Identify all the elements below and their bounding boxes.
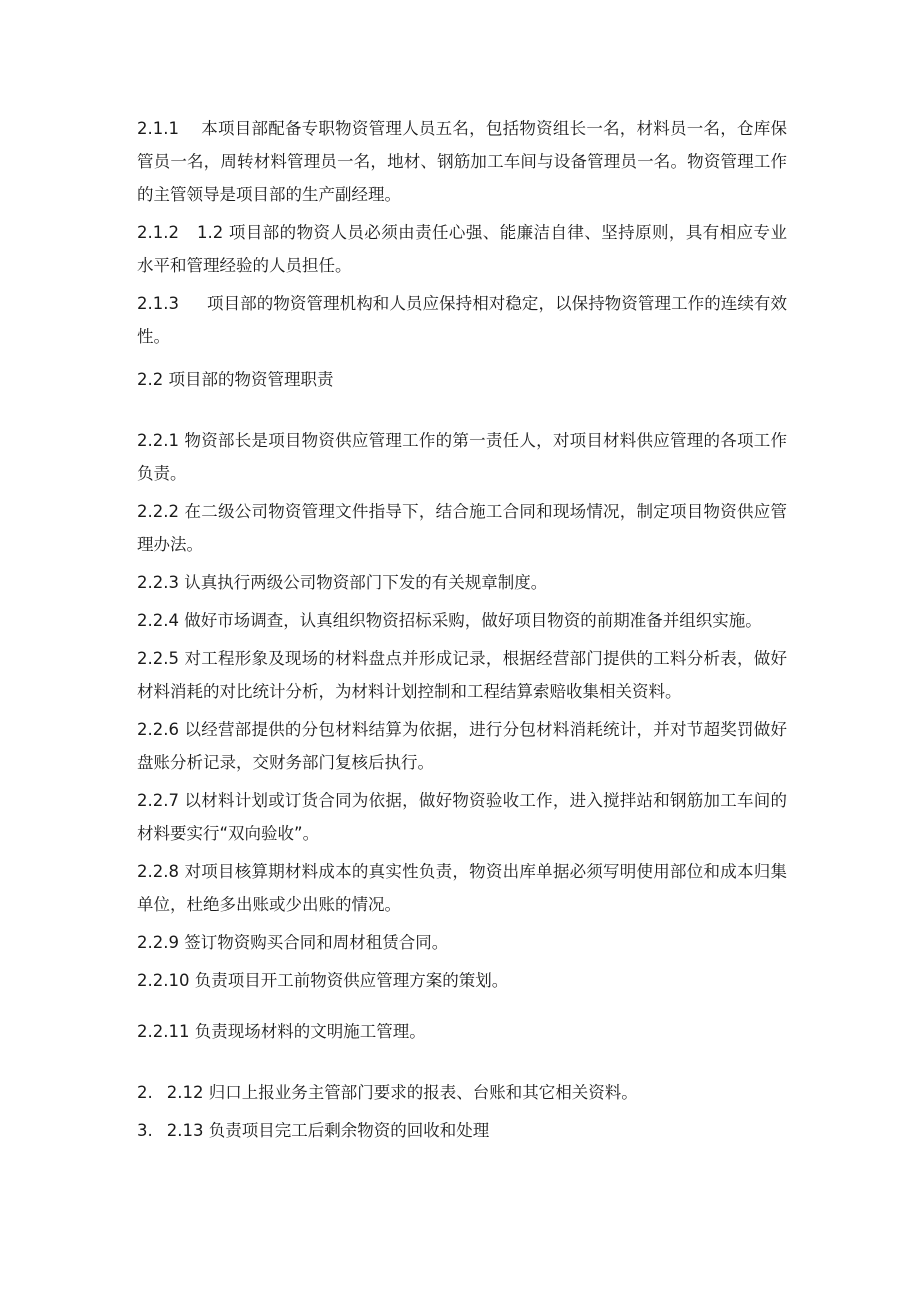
- paragraph-2-2-4: 2.2.4 做好市场调查，认真组织物资招标采购，做好项目物资的前期准备并组织实施。: [137, 611, 762, 630]
- paragraph-number: 2.1.2: [137, 223, 179, 242]
- paragraph-2-2-6: 2.2.6 以经营部提供的分包材料结算为依据，进行分包材料消耗统计，并对节超奖罚做好盘账分析记录，交财务部门复核后执行。: [137, 720, 787, 772]
- paragraph-2-2-5: 2.2.5 对工程形象及现场的材料盘点并形成记录，根据经营部门提供的工料分析表，做好材料消耗的对比统计分析，为材料计划控制和工程结算索赔收集相关资料。: [137, 649, 787, 701]
- paragraph-2-2-9: 2.2.9 签订物资购买合同和周材租赁合同。: [137, 933, 449, 952]
- paragraph-text: 2.13 负责项目完工后剩余物资的回收和处理: [166, 1121, 490, 1140]
- list-number: 2.: [137, 1083, 153, 1102]
- paragraph-text: 本项目部配备专职物资管理人员五名，包括物资组长一名，材料员一名，仓库保管员一名，周转材料管理员一名，地材、钢筋加工车间与设备管理员一名。物资管理工作的主管领导是项目部的生产副经理。: [137, 119, 787, 204]
- paragraph-2-1-2: [137, 216, 787, 282]
- document-page: [137, 112, 787, 1152]
- section-heading-2-2: 2.2 项目部的物资管理职责: [137, 370, 334, 389]
- paragraph-2-12: [137, 1076, 787, 1109]
- paragraph-2-2-3: 2.2.3 认真执行两级公司物资部门下发的有关规章制度。: [137, 573, 548, 592]
- paragraph-number: 2.1.3: [137, 294, 179, 313]
- paragraph-text: 1.2 项目部的物资人员必须由责任心强、能廉洁自律、坚持原则，具有相应专业水平和管理经验的人员担任。: [137, 223, 787, 275]
- paragraph-2-2-10: 2.2.10 负责项目开工前物资供应管理方案的策划。: [137, 971, 509, 990]
- paragraph-2-1-3: [137, 287, 787, 353]
- paragraph-text: 项目部的物资管理机构和人员应保持相对稳定，以保持物资管理工作的连续有效性。: [137, 294, 787, 346]
- paragraph-2-2-11: 2.2.11 负责现场材料的文明施工管理。: [137, 1022, 426, 1041]
- paragraph-number: 2.1.1: [137, 119, 179, 138]
- paragraph-2-2-1: 2.2.1 物资部长是项目物资供应管理工作的第一责任人，对项目材料供应管理的各项工作负责。: [137, 431, 787, 483]
- paragraph-2-13: [137, 1114, 787, 1147]
- paragraph-2-2-7: 2.2.7 以材料计划或订货合同为依据，做好物资验收工作，进入搅拌站和钢筋加工车间的材料要实行“双向验收”。: [137, 791, 787, 843]
- list-number: 3.: [137, 1121, 153, 1140]
- paragraph-2-2-2: 2.2.2 在二级公司物资管理文件指导下，结合施工合同和现场情况，制定项目物资供应管理办法。: [137, 502, 787, 554]
- paragraph-text: 2.12 归口上报业务主管部门要求的报表、台账和其它相关资料。: [166, 1083, 638, 1102]
- paragraph-2-1-1: [137, 112, 787, 211]
- paragraph-2-2-8: 2.2.8 对项目核算期材料成本的真实性负责，物资出库单据必须写明使用部位和成本归集单位，杜绝多出账或少出账的情况。: [137, 862, 787, 914]
